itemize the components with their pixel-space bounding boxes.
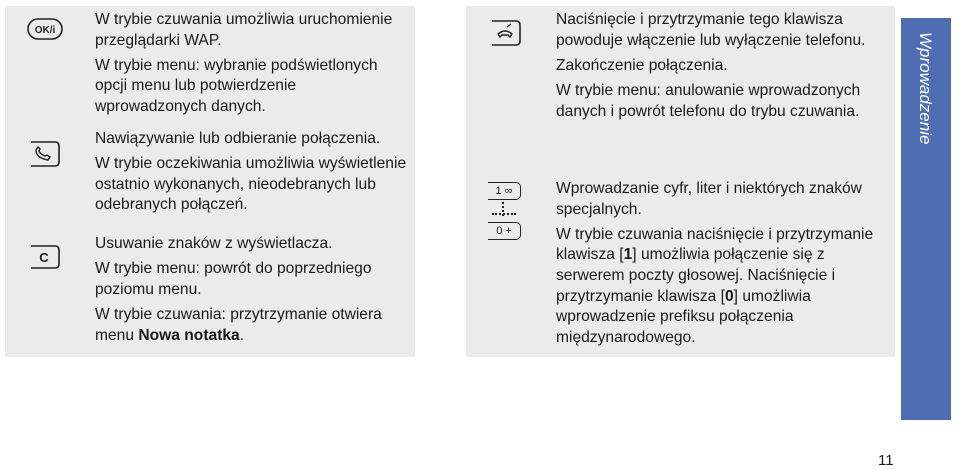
clear-key-desc-2: W trybie menu: powrót do poprzedniego poziomu menu.	[95, 260, 372, 298]
ok-key-icon	[27, 18, 63, 45]
key-row-clear	[5, 230, 415, 357]
end-key-desc-2: Zakończenie połączenia.	[556, 56, 728, 74]
ok-key-desc-1: W trybie czuwania umożliwia uruchomienie przeglądarki WAP.	[95, 11, 393, 49]
svg-text:OK/i: OK/i	[34, 25, 56, 36]
section-tab	[901, 18, 951, 420]
ok-key-desc-2: W trybie menu: wybranie podświetlonych opcji menu lub potwierdzenie wprowadzonych danych.	[95, 56, 378, 115]
clear-key-desc-1: Usuwanie znaków z wyświetlacza.	[95, 235, 333, 252]
end-key-desc-3: W trybie menu: anulowanie wprowadzonych danych i powrót telefonu do trybu czuwania.	[556, 81, 861, 120]
number-keys-desc-2: W trybie czuwania naciśnięcie i przytrzymanie klawisza [1] umożliwia połączenie się z serwerem poczty głosowej. Naciśnięcie i przytrzymanie klawisza [0] umożliwia wprowadzenie prefiksu połączenia międzynarodowego.	[556, 225, 874, 346]
clear-key-desc-3: W trybie czuwania: przytrzymanie otwiera menu Nowa notatka.	[95, 305, 382, 344]
call-key-desc-2: W trybie oczekiwania umożliwia wyświetlenie ostatnio wykonanych, nieodebranych lub odebranych połączeń.	[95, 155, 407, 214]
end-key-desc-1: Naciśnięcie i przytrzymanie tego klawisza powoduje włączenie lub wyłączenie telefonu.	[556, 11, 866, 49]
key-row-numbers	[466, 170, 895, 357]
keypad-key-0: 0 +	[488, 222, 521, 240]
call-key-icon	[27, 139, 61, 174]
key-row-ok	[5, 6, 415, 125]
number-keys-icon	[488, 182, 528, 242]
page-number: 11	[878, 452, 894, 469]
section-tab-label: Wprowadzenie	[916, 32, 935, 145]
key-row-call	[5, 125, 415, 230]
number-keys-desc-1: Wprowadzanie cyfr, liter i niektórych znaków specjalnych.	[556, 180, 862, 218]
clear-key-icon	[27, 244, 61, 275]
keypad-key-1: 1 ∞	[488, 182, 521, 200]
menu-name-nowa-notatka: Nowa notatka	[138, 326, 240, 344]
key-row-end	[466, 6, 895, 170]
svg-text:C: C	[39, 250, 49, 265]
call-key-desc-1: Nawiązywanie lub odbieranie połączenia.	[95, 130, 381, 147]
end-power-key-icon	[488, 18, 522, 53]
